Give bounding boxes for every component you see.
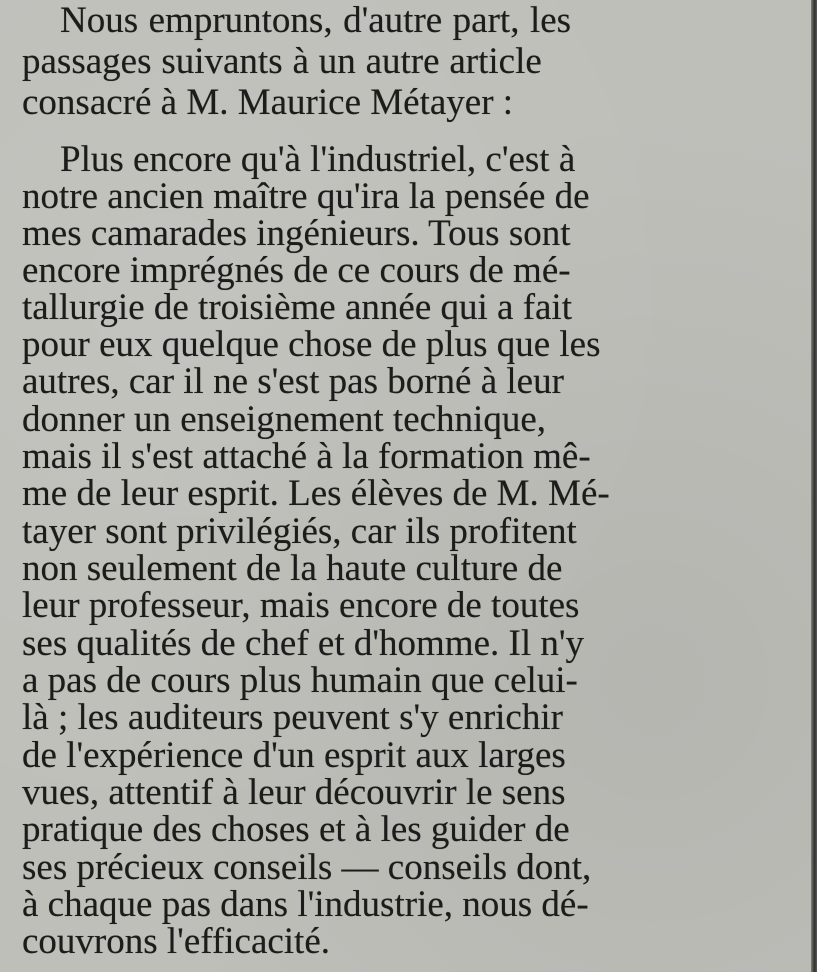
quote-line: à chaque pas dans l'industrie, nous dé-	[22, 884, 589, 925]
quote-line: tayer sont privilégiés, car ils profitent	[22, 511, 577, 552]
quote-line: ses précieux conseils — conseils dont,	[22, 847, 592, 888]
intro-line: consacré à M. Maurice Métayer :	[22, 82, 514, 123]
quote-line: me de leur esprit. Les élèves de M. Mé-	[22, 473, 610, 514]
quote-line: mes camarades ingénieurs. Tous sont	[22, 213, 571, 254]
quote-line: encore imprégnés de ce cours de mé-	[22, 250, 571, 291]
quote-line: leur professeur, mais encore de toutes	[22, 585, 580, 626]
quote-line: a pas de cours plus humain que celui-	[22, 660, 578, 701]
quote-line: tallurgie de troisième année qui a fait	[22, 287, 572, 328]
quote-line: mais il s'est attaché à la formation mê-	[22, 436, 591, 477]
quote-line: pratique des choses et à les guider de	[22, 809, 570, 850]
quote-line: couvrons l'efficacité.	[22, 921, 331, 962]
quote-line: de l'expérience d'un esprit aux larges	[22, 735, 566, 776]
intro-line: passages suivants à un autre article	[22, 41, 542, 82]
quote-line: non seulement de la haute culture de	[22, 548, 563, 589]
column-rule	[811, 0, 817, 972]
quote-line: là ; les auditeurs peuvent s'y enrichir	[22, 697, 563, 738]
quote-line: autres, car il ne s'est pas borné à leur	[22, 361, 564, 402]
intro-line: Nous empruntons, d'autre part, les	[60, 0, 572, 41]
quote-line: notre ancien maître qu'ira la pensée de	[22, 176, 590, 217]
quote-line: pour eux quelque chose de plus que les	[22, 324, 601, 365]
quote-line: ses qualités de chef et d'homme. Il n'y	[22, 623, 585, 664]
quote-line: donner un enseignement technique,	[22, 399, 546, 440]
quote-line: Plus encore qu'à l'industriel, c'est à	[60, 139, 576, 180]
quote-line: vues, attentif à leur découvrir le sens	[22, 772, 566, 813]
